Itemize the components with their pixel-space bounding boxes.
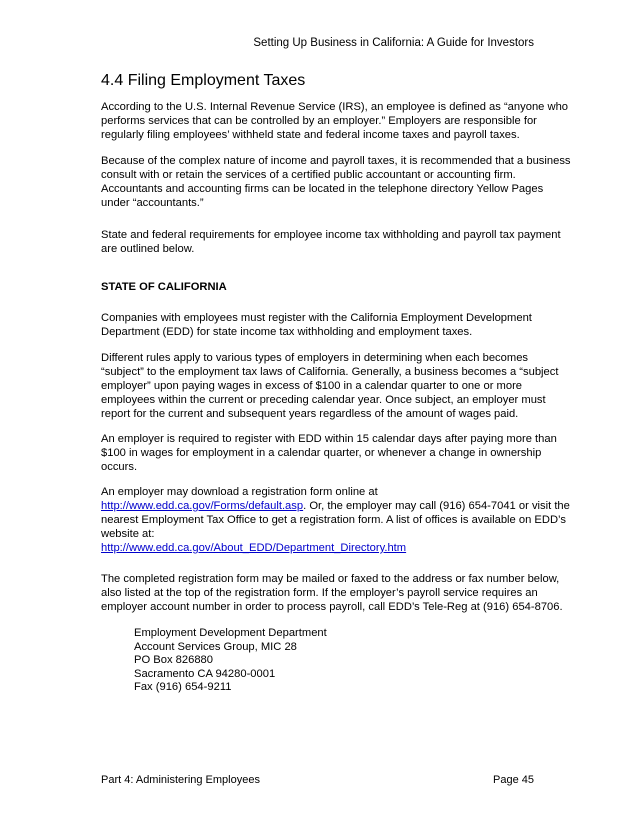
address-line: Fax (916) 654-9211 <box>134 681 232 693</box>
paragraph-irs-definition: According to the U.S. Internal Revenue Service (IRS), an employee is defined as “anyone who performs services that can be controlled by an employer.” Employers are responsible for regularly filing employees’ withheld state and federal income taxes and payroll taxes. <box>101 101 569 141</box>
footer-section-label: Part 4: Administering Employees <box>101 774 260 786</box>
paragraph-requirements: State and federal requirements for employee income tax withholding and payroll tax payment are outlined below. <box>101 229 561 255</box>
running-header: Setting Up Business in California: A Guide for Investors <box>253 37 534 49</box>
section-title: 4.4 Filing Employment Taxes <box>101 72 306 89</box>
state-heading: STATE OF CALIFORNIA <box>101 281 227 293</box>
address-line: Employment Development Department <box>134 627 327 639</box>
edd-directory-link[interactable]: http://www.edd.ca.gov/About_EDD/Department_Directory.htm <box>101 542 407 554</box>
address-block <box>134 627 571 695</box>
address-line: Account Services Group, MIC 28 <box>134 640 297 653</box>
paragraph-subject-employer: Different rules apply to various types of employers in determining when each becomes “subject” to the employment tax laws of California. Generally, a business becomes a “subject employer” upon paying wages in excess of $100 in a calendar quarter to one or more employees within the current or preceding calendar year. Once subject, an employer must report for the current and subsequent years regardless of the amount of wages paid. <box>101 352 559 420</box>
paragraph-register-deadline: An employer is required to register with EDD within 15 calendar days after paying more than $100 in wages for employment in a calendar quarter, or whenever a change in ownership occurs. <box>101 433 557 473</box>
paragraph-registration-form <box>101 485 571 555</box>
paragraph-accountants: Because of the complex nature of income and payroll taxes, it is recommended that a business consult with or retain the services of a certified public accountant or accounting firm. Accountants and accounting firms can be located in the telephone directory Yellow Pages under “accountants.” <box>101 155 571 209</box>
page-content <box>101 72 571 695</box>
registration-lead-text: An employer may download a registration form online at <box>101 486 378 498</box>
edd-forms-link[interactable]: http://www.edd.ca.gov/Forms/default.asp <box>101 500 304 512</box>
paragraph-mail-fax: The completed registration form may be mailed or faxed to the address or fax number below, also listed at the top of the registration form. If the employer’s payroll service requires an employer account number in order to process payroll, call EDD’s Tele-Reg at (916) 654-8706. <box>101 573 563 613</box>
registration-mid-text: . Or, the employer may call (916) 654-7041 or visit the nearest Employment Tax Office to get a registration form. A list of offices is available on EDD’s website at: <box>101 500 570 540</box>
paragraph-register-edd: Companies with employees must register with the California Employment Development Department (EDD) for state income tax withholding and employment taxes. <box>101 312 532 338</box>
footer-page-number: Page 45 <box>493 774 534 786</box>
address-line: PO Box 826880 <box>134 654 213 666</box>
address-line: Sacramento CA 94280-0001 <box>134 667 276 680</box>
